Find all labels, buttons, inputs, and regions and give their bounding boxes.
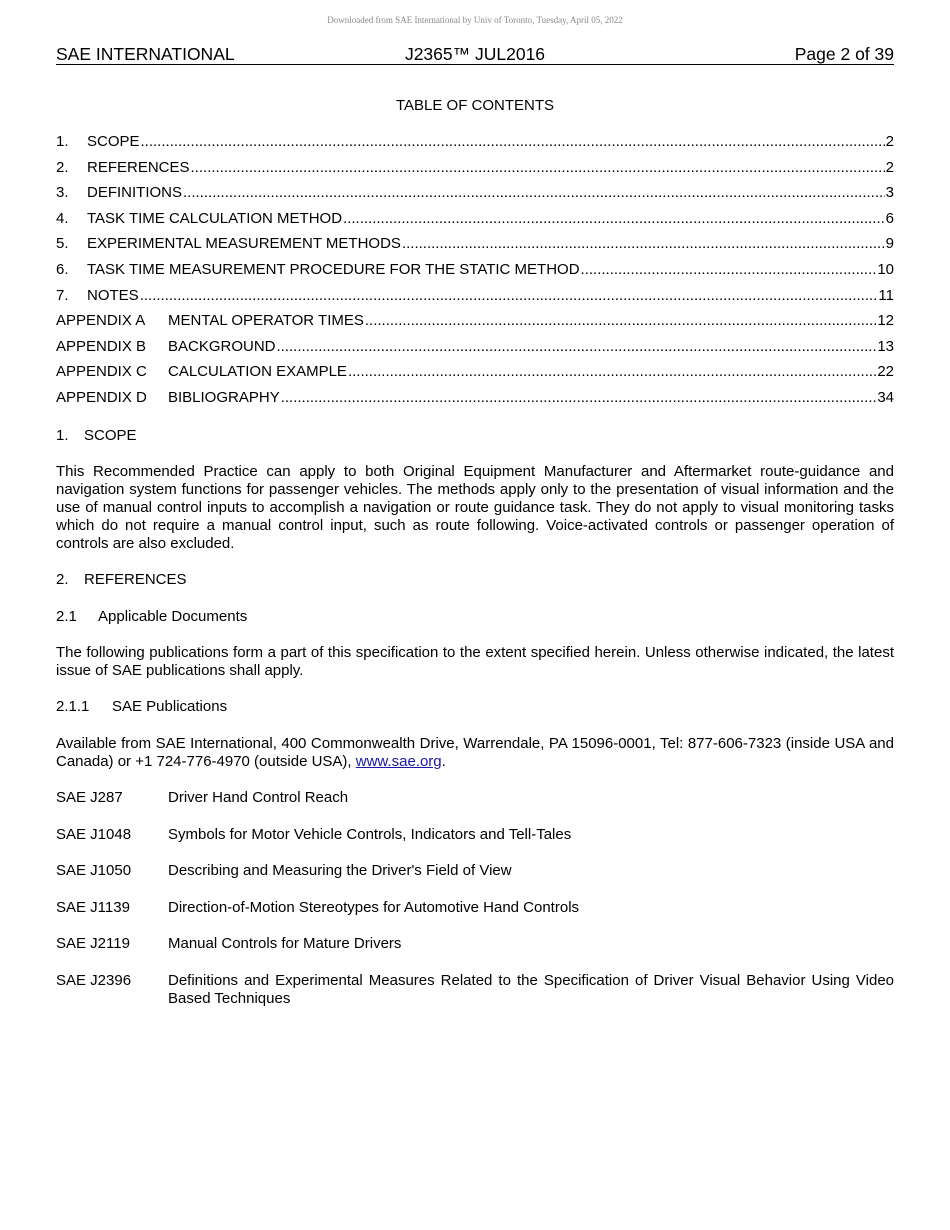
applicable-documents-text: Applicable Documents [98,608,248,625]
toc-leader-dots [281,389,877,407]
toc-entry-label: TASK TIME MEASUREMENT PROCEDURE FOR THE STATIC METHOD [87,260,580,278]
toc-entry[interactable] [56,389,894,415]
toc-leader-dots [365,312,876,330]
reference-code: SAE J287 [56,789,123,806]
availability-end: . [441,753,446,770]
header-page-number: Page 2 of 39 [794,44,894,64]
toc-entry-label: NOTES [87,286,139,304]
toc-entry-label: DEFINITIONS [87,184,183,202]
toc-entry[interactable] [56,312,894,338]
applicable-documents-number: 2.1 [56,608,77,625]
toc-entry-page: 12 [877,312,894,330]
toc-entry-number: APPENDIX C [56,363,147,381]
toc-entry-number: 6. [56,260,69,278]
reference-code: SAE J2119 [56,935,130,952]
toc-entry[interactable] [56,287,894,313]
toc-leader-dots [140,287,878,305]
toc-entry[interactable] [56,210,894,236]
toc-entry-page: 10 [877,260,894,278]
sae-website-link[interactable]: www.sae.org [355,753,442,770]
reference-code: SAE J2396 [56,972,132,989]
reference-title: Describing and Measuring the Driver's Field of View [168,862,512,879]
toc-entry-page: 13 [877,337,894,355]
toc-entry[interactable] [56,261,894,287]
toc-entry[interactable] [56,133,894,159]
reference-title: Symbols for Motor Vehicle Controls, Indicators and Tell-Tales [168,826,572,843]
sae-publications-text: SAE Publications [112,698,228,715]
toc-entry[interactable] [56,235,894,261]
toc-entry-label: BACKGROUND [168,337,276,355]
reference-code: SAE J1048 [56,826,132,843]
toc-entry-page: 2 [885,133,894,150]
applicable-documents-paragraph: The following publications form a part of this specification to the extent specified herein. Unless otherwise indicated, the latest issue of SAE publications shall apply. [56,644,894,679]
toc-entry-number: APPENDIX B [56,337,147,355]
toc-leader-dots [191,159,885,177]
reference-title: Definitions and Experimental Measures Related to the Specification of Driver Visual Behavior Using Video Based Techniques [168,972,894,1007]
toc-entry-page: 3 [885,184,894,202]
reference-item [56,899,894,917]
reference-item [56,826,894,844]
sae-publications-number: 2.1.1 [56,698,90,715]
toc-leader-dots [141,133,885,151]
reference-item [56,862,894,880]
toc-leader-dots [348,363,876,381]
reference-code: SAE J1139 [56,899,130,916]
toc-entry-label: CALCULATION EXAMPLE [168,363,347,381]
references-heading [56,571,894,589]
toc-leader-dots [277,338,877,356]
toc-entry-number: 4. [56,209,69,227]
toc-title: TABLE OF CONTENTS [395,97,555,114]
toc-entry-number: APPENDIX D [56,388,147,406]
scope-heading-number: 1. [56,427,69,444]
page-header [56,44,894,65]
toc-entry-number: 7. [56,286,69,304]
toc-entry-number: 5. [56,235,69,253]
reference-code: SAE J1050 [56,862,132,879]
reference-item [56,972,894,1008]
toc-entry-label: SCOPE [87,133,140,150]
references-heading-text: REFERENCES [84,571,187,588]
reference-title: Driver Hand Control Reach [168,789,349,806]
toc-entry-page: 9 [885,235,894,253]
toc-entry-page: 11 [878,286,894,304]
scope-heading-text: SCOPE [84,427,137,444]
references-heading-number: 2. [56,571,69,588]
toc-entry-number: 3. [56,184,69,202]
reference-item [56,789,894,807]
toc-leader-dots [343,210,885,228]
toc-entry-label: EXPERIMENTAL MEASUREMENT METHODS [87,235,401,253]
reference-item [56,935,894,953]
toc-entry-label: BIBLIOGRAPHY [168,388,280,406]
toc-entry[interactable] [56,159,894,185]
download-watermark: Downloaded from SAE International by Univ of Toronto, Tuesday, April 05, 2022 [327,15,623,25]
availability-text: Available from SAE International, 400 Commonwealth Drive, Warrendale, PA 15096-0001, Tel: 877-606-7323 (inside USA and Canada) or +1 724-776-4970 (outside USA), [56,735,894,770]
header-publisher: SAE INTERNATIONAL [56,44,235,64]
scope-paragraph: This Recommended Practice can apply to both Original Equipment Manufacturer and Aftermarket route-guidance and navigation system functions for passenger vehicles. The methods apply only to the presentation of visual information and the use of manual control inputs to accomplish a navigation or route guidance task. They do not apply to visual monitoring tasks which do not require a manual control input, such as route following. Voice-activated controls or passenger operation of controls are also excluded. [56,463,894,552]
toc-entry-page: 2 [885,158,894,176]
toc-entry[interactable] [56,338,894,364]
sae-publications-heading [56,698,894,716]
toc-entry-label: MENTAL OPERATOR TIMES [168,312,364,330]
toc-leader-dots [183,184,885,202]
toc-leader-dots [402,235,885,253]
toc-entry-number: 1. [56,133,69,150]
applicable-documents-heading [56,608,894,626]
reference-title: Direction-of-Motion Stereotypes for Automotive Hand Controls [168,899,580,916]
toc-entry[interactable] [56,184,894,210]
toc-entry-label: TASK TIME CALCULATION METHOD [87,209,343,227]
toc-entry-number: 2. [56,158,69,176]
toc-entry[interactable] [56,363,894,389]
toc-entry-number: APPENDIX A [56,312,146,330]
scope-heading [56,427,894,445]
toc-entry-label: REFERENCES [87,158,190,176]
reference-title: Manual Controls for Mature Drivers [168,935,402,952]
toc-entry-page: 22 [877,363,894,381]
header-document-id: J2365™ JUL2016 [404,44,546,64]
table-of-contents [56,133,894,415]
toc-entry-page: 6 [885,209,894,227]
toc-leader-dots [581,261,877,279]
toc-entry-page: 34 [877,388,894,406]
availability-paragraph [56,735,894,771]
